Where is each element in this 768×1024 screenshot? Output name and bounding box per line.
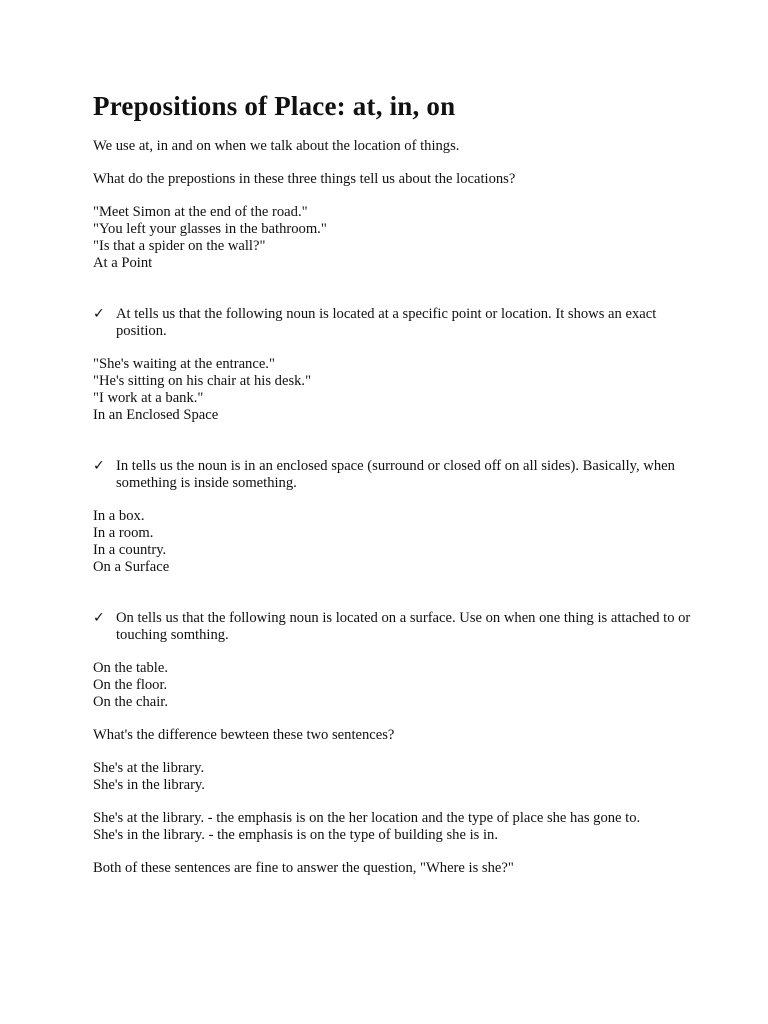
example-line: "She's waiting at the entrance." (93, 356, 275, 372)
bullet-in (93, 458, 693, 492)
examples-block-on (93, 660, 693, 711)
example-line: On the table. (93, 660, 168, 676)
bullet-on-text: On tells us that the following noun is located on a surface. Use on when one thing is attached to or touching somthing. (116, 610, 691, 643)
document-page (93, 88, 693, 877)
explanation-line: She's at the library. - the emphasis is on the her location and the type of place she has gone to. (93, 810, 641, 826)
explanation-line: She's in the library. - the emphasis is on the type of building she is in. (93, 827, 498, 843)
example-line: In a room. (93, 525, 154, 541)
example-line: In a country. (93, 542, 167, 558)
library-sentence: She's at the library. (93, 760, 205, 776)
bullet-at-text: At tells us that the following noun is located at a specific point or location. It shows an exact position. (116, 306, 657, 339)
bullet-on (93, 610, 693, 644)
example-line: "Is that a spider on the wall?" (93, 238, 266, 254)
difference-question: What's the difference bewteen these two sentences? (93, 727, 395, 743)
example-line: "He's sitting on his chair at his desk." (93, 373, 312, 389)
section-heading-in: In an Enclosed Space (93, 407, 219, 423)
bullet-at (93, 306, 693, 340)
check-mark-icon: ✓ (93, 610, 105, 626)
section-heading-on: On a Surface (93, 559, 170, 575)
conclusion-text: Both of these sentences are fine to answer the question, "Where is she?" (93, 860, 514, 876)
example-line: In a box. (93, 508, 145, 524)
example-line: On the chair. (93, 694, 168, 710)
question-text: What do the prepostions in these three things tell us about the locations? (93, 171, 516, 187)
examples-block-1 (93, 204, 693, 272)
example-line: "I work at a bank." (93, 390, 204, 406)
page-title: Prepositions of Place: at, in, on (93, 91, 456, 121)
check-mark-icon: ✓ (93, 306, 105, 322)
library-sentence: She's in the library. (93, 777, 205, 793)
bullet-in-text: In tells us the noun is in an enclosed space (surround or closed off on all sides). Basically, when something is inside something. (116, 458, 675, 491)
example-line: "You left your glasses in the bathroom." (93, 221, 327, 237)
library-sentences (93, 760, 693, 794)
check-mark-icon: ✓ (93, 458, 105, 474)
explanations (93, 810, 693, 844)
example-line: "Meet Simon at the end of the road." (93, 204, 308, 220)
example-line: On the floor. (93, 677, 168, 693)
intro-text: We use at, in and on when we talk about the location of things. (93, 138, 460, 154)
section-heading-at: At a Point (93, 255, 153, 271)
examples-block-at (93, 356, 693, 424)
examples-block-in (93, 508, 693, 576)
